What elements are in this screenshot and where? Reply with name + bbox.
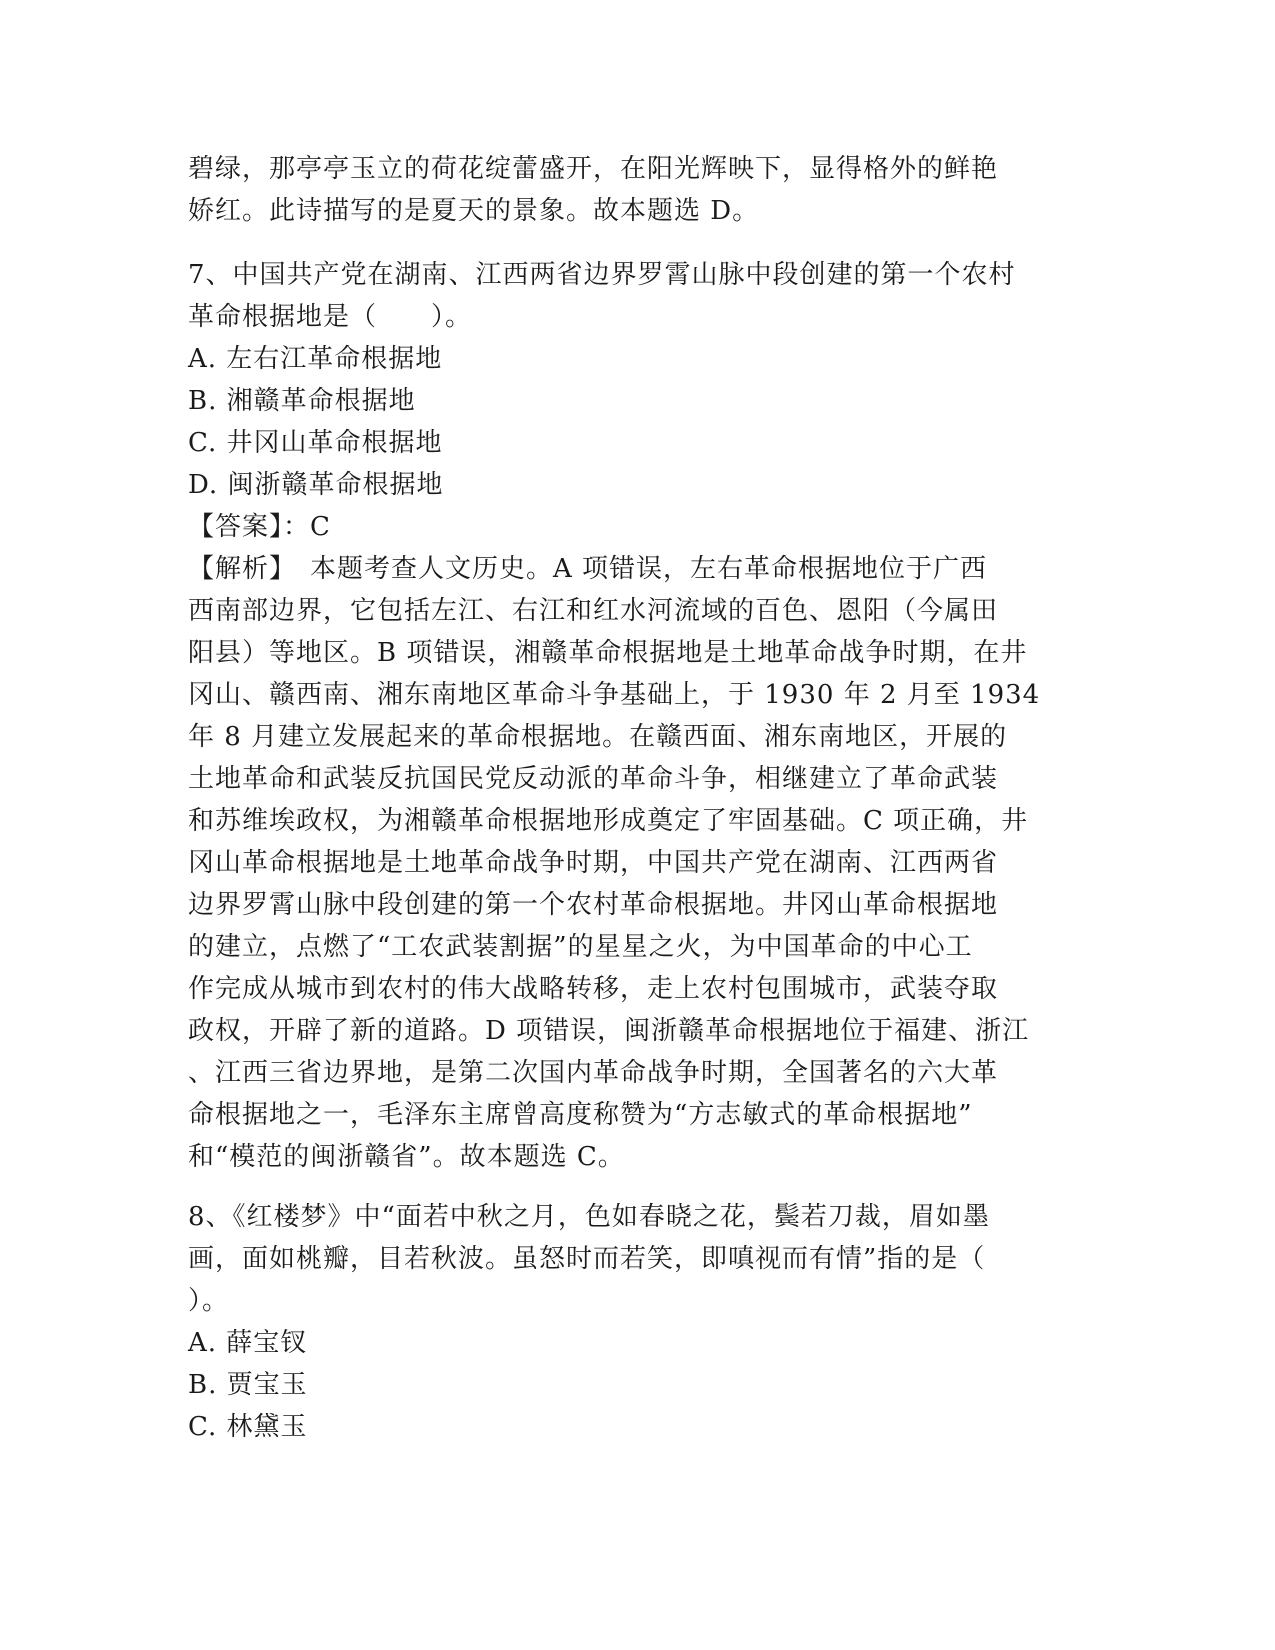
text-line: 碧绿，那亭亭玉立的荷花绽蕾盛开，在阳光辉映下，显得格外的鲜艳 [188,154,999,184]
question-text-line: 8、《红楼梦》中“面若中秋之月，色如春晓之花，鬓若刀裁，眉如墨 [188,1202,990,1232]
analysis-line: 【解析】 本题考查人文历史。A 项错误，左右革命根据地位于广西 [188,554,988,584]
option-d: D. 闽浙赣革命根据地 [188,470,444,500]
analysis-line: 冈山、赣西南、湘东南地区革命斗争基础上，于 1930 年 2 月至 1934 [188,680,1041,710]
question-text-line: 7、中国共产党在湖南、江西两省边界罗霄山脉中段创建的第一个农村 [188,260,1016,290]
analysis-line: 阳县）等地区。B 项错误，湘赣革命根据地是土地革命战争时期，在井 [188,638,1028,668]
option-c: C. 林黛玉 [188,1412,308,1442]
analysis-line: 和苏维埃政权，为湘赣革命根据地形成奠定了牢固基础。C 项正确，井 [188,806,1029,836]
analysis-line: 、江西三省边界地，是第二次国内革命战争时期，全国著名的六大革 [188,1058,999,1088]
analysis-line: 年 8 月建立发展起来的革命根据地。在赣西面、湘东南地区，开展的 [188,722,1008,752]
option-a: A. 薛宝钗 [188,1328,308,1358]
analysis-line: 的建立，点燃了“工农武装割据”的星星之火，为中国革命的中心工 [188,932,973,962]
previous-analysis-continuation [188,148,1088,232]
question-text-line: 画，面如桃瓣，目若秋波。虽怒时而若笑，即嗔视而有情”指的是（ [188,1244,986,1274]
analysis-line: 作完成从城市到农村的伟大战略转移，走上农村包围城市，武装夺取 [188,974,999,1004]
analysis-line: 和“模范的闽浙赣省”。故本题选 C。 [188,1142,625,1172]
analysis-line: 西南部边界，它包括左江、右江和红水河流域的百色、恩阳（今属田 [188,596,999,626]
analysis-line: 政权，开辟了新的道路。D 项错误，闽浙赣革命根据地位于福建、浙江 [188,1016,1030,1046]
option-b: B. 湘赣革命根据地 [188,386,416,416]
analysis-line: 土地革命和武装反抗国民党反动派的革命斗争，相继建立了革命武装 [188,764,999,794]
option-c: C. 井冈山革命根据地 [188,428,443,458]
text-line: 娇红。此诗描写的是夏天的景象。故本题选 D。 [188,196,760,226]
analysis-line: 命根据地之一，毛泽东主席曾高度称赞为“方志敏式的革命根据地” [188,1100,973,1130]
document-page [188,148,1088,1448]
option-b: B. 贾宝玉 [188,1370,308,1400]
analysis-line: 边界罗霄山脉中段创建的第一个农村革命根据地。井冈山革命根据地 [188,890,999,920]
answer-line: 【答案】：C [188,512,331,542]
question-7 [188,254,1088,1178]
question-text-line: ）。 [188,1286,230,1316]
analysis-line: 冈山革命根据地是土地革命战争时期，中国共产党在湖南、江西两省 [188,848,999,878]
option-a: A. 左右江革命根据地 [188,344,443,374]
analysis-block [188,548,1088,1178]
question-8 [188,1196,1088,1448]
question-text-line: 革命根据地是（ ）。 [188,302,473,332]
